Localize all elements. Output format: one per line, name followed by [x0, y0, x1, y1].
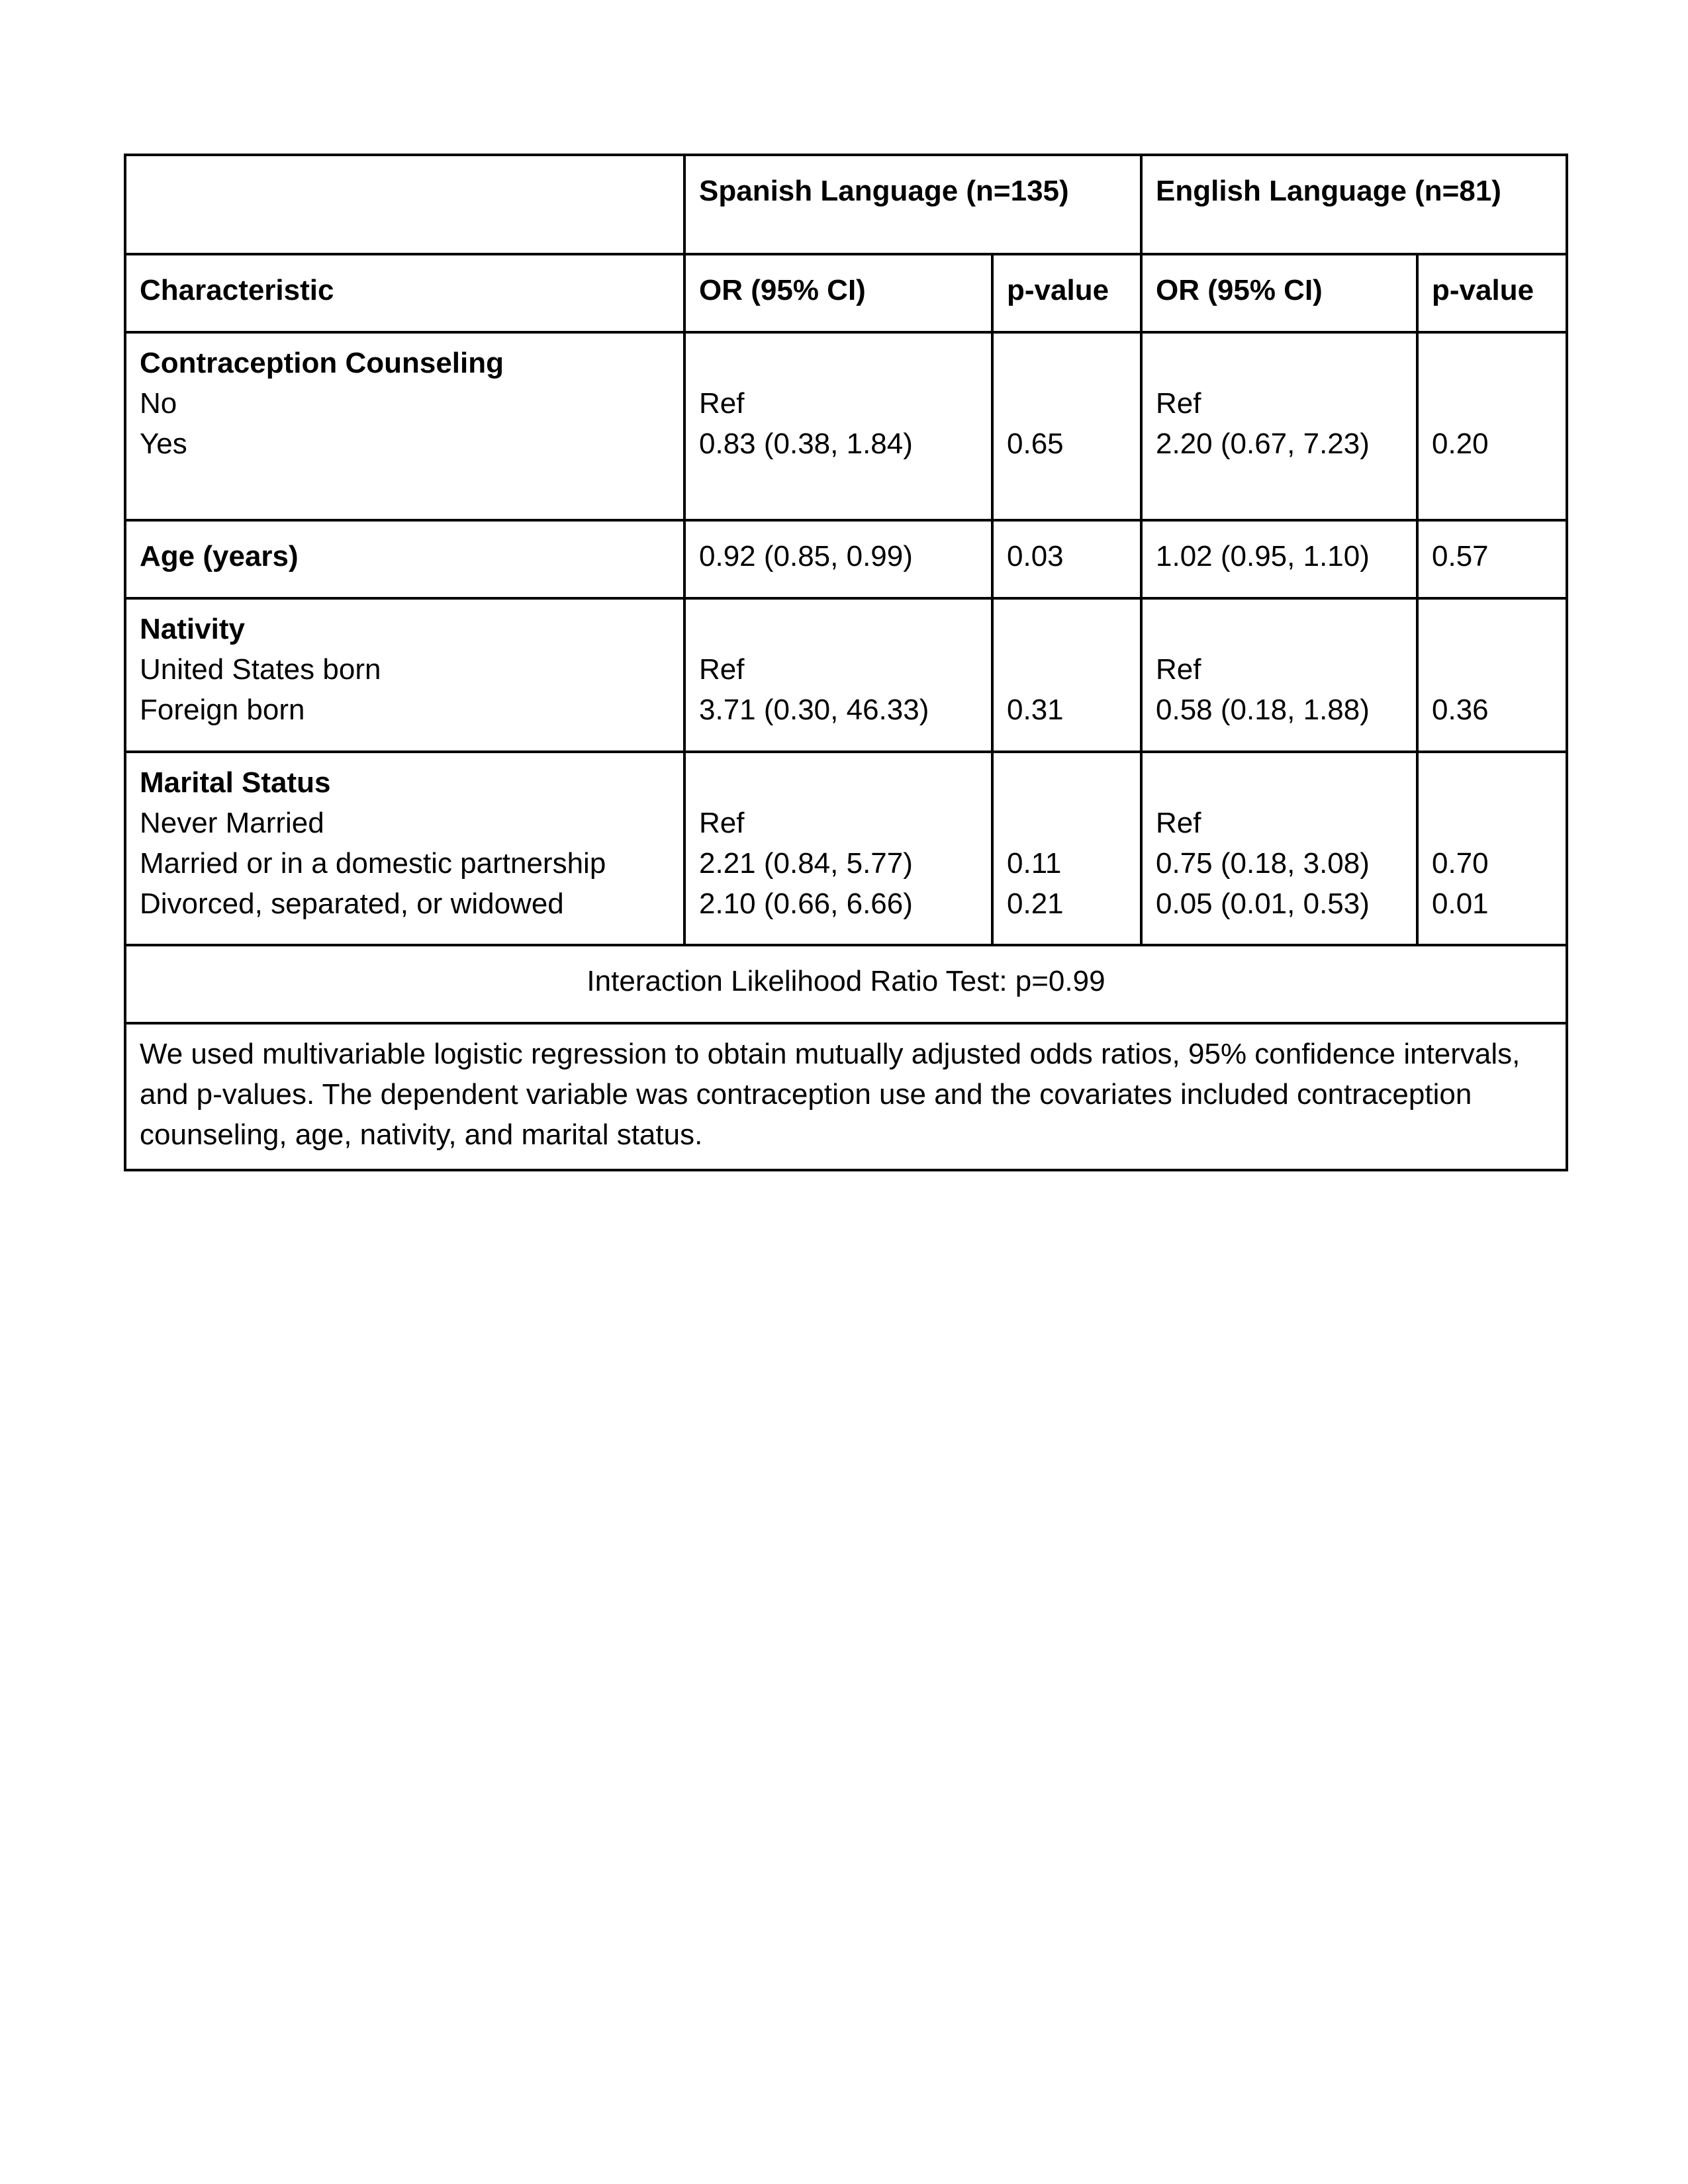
- p-value: 0.11: [1007, 847, 1062, 880]
- interaction-test-row: [125, 945, 1567, 1023]
- spanish-or-cell: [684, 598, 992, 752]
- english-p-cell: 0.57: [1417, 520, 1567, 598]
- p-value: 0.21: [1007, 887, 1064, 920]
- spanish-group-header: Spanish Language (n=135): [684, 155, 1141, 254]
- english-or-cell: [1141, 332, 1417, 520]
- section-title: Contraception Counseling: [140, 347, 504, 379]
- english-p-cell: [1417, 332, 1567, 520]
- or-value: 0.58 (0.18, 1.88): [1156, 694, 1370, 726]
- or-value: Ref: [1156, 807, 1201, 839]
- spanish-p-cell: [992, 332, 1141, 520]
- spanish-or-cell: 0.92 (0.85, 0.99): [684, 520, 992, 598]
- english-or-cell: 1.02 (0.95, 1.10): [1141, 520, 1417, 598]
- row-label: United States born: [140, 653, 381, 686]
- section-title: Nativity: [140, 613, 245, 645]
- table-row-nativity: [125, 598, 1567, 752]
- row-label: Foreign born: [140, 694, 305, 726]
- p-value: 0.20: [1432, 428, 1489, 460]
- characteristic-cell: [125, 332, 684, 520]
- p-value: 0.01: [1432, 887, 1489, 920]
- p-value: 0.36: [1432, 694, 1489, 726]
- footnote-row: [125, 1023, 1567, 1170]
- interaction-test-text: Interaction Likelihood Ratio Test: p=0.99: [125, 945, 1567, 1023]
- english-group-header: English Language (n=81): [1141, 155, 1567, 254]
- spanish-p-cell: [992, 598, 1141, 752]
- english-p-header: p-value: [1417, 254, 1567, 332]
- or-value: Ref: [699, 387, 745, 420]
- section-title: Marital Status: [140, 766, 331, 799]
- english-p-cell: [1417, 752, 1567, 945]
- characteristic-cell: [125, 598, 684, 752]
- or-value: 2.20 (0.67, 7.23): [1156, 428, 1370, 460]
- or-value: 0.75 (0.18, 3.08): [1156, 847, 1370, 880]
- english-or-cell: [1141, 752, 1417, 945]
- english-p-cell: [1417, 598, 1567, 752]
- spanish-or-header: OR (95% CI): [684, 254, 992, 332]
- table-row-age: [125, 520, 1567, 598]
- row-label: Divorced, separated, or widowed: [140, 887, 564, 920]
- spanish-p-cell: 0.03: [992, 520, 1141, 598]
- characteristic-header: Characteristic: [125, 254, 684, 332]
- spanish-or-cell: [684, 752, 992, 945]
- or-value: 2.21 (0.84, 5.77): [699, 847, 913, 880]
- row-label: Never Married: [140, 807, 324, 839]
- empty-corner-cell: [125, 155, 684, 254]
- footnote-text: We used multivariable logistic regression to obtain mutually adjusted odds ratios, 95% confidence intervals, and p-values. The dependent variable was contraception use and the covariates included contraception counseling, age, nativity, and marital status.: [125, 1023, 1567, 1170]
- spanish-or-cell: [684, 332, 992, 520]
- column-header-row: [125, 254, 1567, 332]
- row-label: Married or in a domestic partnership: [140, 847, 606, 880]
- or-value: Ref: [1156, 387, 1201, 420]
- english-or-header: OR (95% CI): [1141, 254, 1417, 332]
- table-row-contraception-counseling: [125, 332, 1567, 520]
- table-row-marital-status: [125, 752, 1567, 945]
- p-value: 0.31: [1007, 694, 1064, 726]
- or-value: 0.83 (0.38, 1.84): [699, 428, 913, 460]
- or-value: Ref: [1156, 653, 1201, 686]
- group-header-row: [125, 155, 1567, 254]
- p-value: 0.70: [1432, 847, 1489, 880]
- characteristic-cell: [125, 752, 684, 945]
- english-or-cell: [1141, 598, 1417, 752]
- or-value: Ref: [699, 807, 745, 839]
- row-label: Yes: [140, 428, 187, 460]
- or-value: 0.05 (0.01, 0.53): [1156, 887, 1370, 920]
- or-value: 3.71 (0.30, 46.33): [699, 694, 929, 726]
- or-value: Ref: [699, 653, 745, 686]
- row-label: No: [140, 387, 177, 420]
- spanish-p-cell: [992, 752, 1141, 945]
- or-value: 2.10 (0.66, 6.66): [699, 887, 913, 920]
- p-value: 0.65: [1007, 428, 1064, 460]
- spanish-p-header: p-value: [992, 254, 1141, 332]
- section-title: Age (years): [125, 520, 684, 598]
- odds-ratio-table: [124, 154, 1568, 1171]
